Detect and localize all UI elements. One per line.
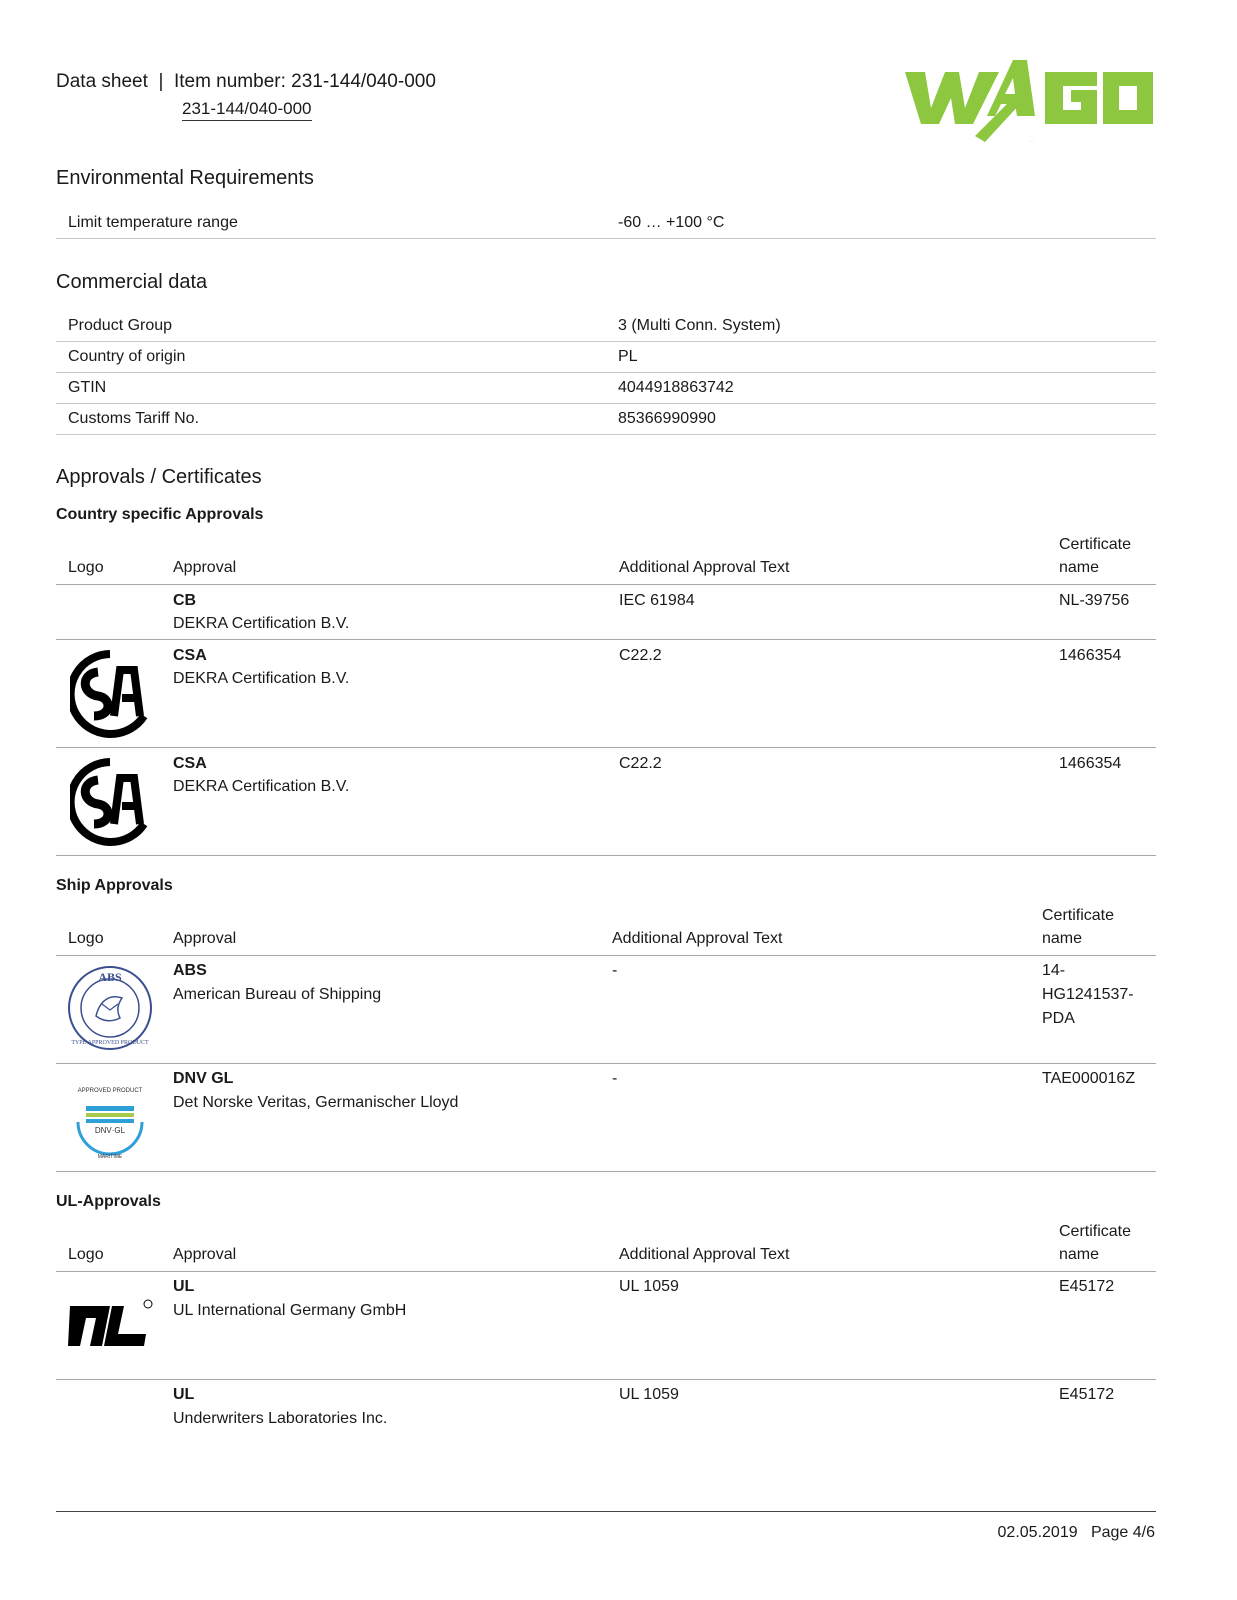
certificate-name: TAE000016Z	[1042, 1070, 1136, 1087]
approval-name: UL	[173, 1386, 195, 1403]
approval-org: UL International Germany GmbH	[173, 1302, 407, 1319]
approval-org: Underwriters Laboratories Inc.	[173, 1410, 388, 1427]
approval-name: CB	[173, 592, 197, 609]
col-approval: Approval	[173, 1246, 237, 1263]
ul-approvals-title: UL-Approvals	[56, 1193, 161, 1210]
table-row	[56, 640, 1156, 748]
ship-approvals-title: Ship Approvals	[56, 877, 173, 894]
col-cert-2: name	[1059, 1246, 1100, 1263]
col-logo: Logo	[68, 559, 104, 576]
ul-logo-icon	[66, 1298, 156, 1354]
col-cert-1: Certificate	[1059, 536, 1132, 553]
svg-text:APPROVED PRODUCT: APPROVED PRODUCT	[77, 1088, 143, 1094]
col-cert-2: name	[1059, 559, 1100, 576]
svg-text:MARITIME: MARITIME	[97, 1154, 123, 1160]
row-label: Country of origin	[68, 348, 186, 365]
table-header	[56, 536, 1156, 585]
approval-name: UL	[173, 1278, 195, 1295]
certificate-name: E45172	[1059, 1386, 1115, 1403]
approval-text: -	[612, 1070, 618, 1087]
table-row	[56, 208, 1156, 239]
row-label: Limit temperature range	[68, 214, 238, 231]
svg-text:WAGO: WAGO	[1030, 142, 1034, 143]
col-text: Additional Approval Text	[619, 559, 790, 576]
country-approvals-table	[56, 536, 1156, 856]
approval-name: DNV GL	[173, 1070, 234, 1087]
col-approval: Approval	[173, 930, 237, 947]
csa-logo-icon	[70, 758, 150, 846]
dnvgl-logo-icon	[68, 1078, 152, 1162]
table-header	[56, 1223, 1156, 1272]
row-value: 85366990990	[618, 410, 716, 427]
approval-org: DEKRA Certification B.V.	[173, 670, 350, 687]
environmental-title: Environmental Requirements	[56, 167, 314, 189]
table-row	[56, 585, 1156, 640]
commercial-table	[56, 311, 1156, 435]
col-cert-1: Certificate	[1042, 907, 1115, 924]
approval-text: C22.2	[619, 647, 662, 664]
row-value: 4044918863742	[618, 379, 734, 396]
svg-text:DNV·GL: DNV·GL	[94, 1126, 126, 1135]
approval-text: UL 1059	[619, 1386, 679, 1403]
certificate-name-line-2: HG1241537-	[1042, 986, 1134, 1003]
commercial-title: Commercial data	[56, 271, 208, 293]
csa-logo-icon	[70, 650, 150, 738]
svg-text:ABS: ABS	[98, 970, 122, 984]
certificate-name: NL-39756	[1059, 592, 1130, 609]
country-approvals-title: Country specific Approvals	[56, 506, 264, 523]
table-row	[56, 342, 1156, 373]
row-label: GTIN	[68, 379, 107, 396]
svg-text:TYPE APPROVED PRODUCT: TYPE APPROVED PRODUCT	[71, 1040, 149, 1046]
row-value: 3 (Multi Conn. System)	[618, 317, 781, 334]
row-value: PL	[618, 348, 638, 365]
approval-name: CSA	[173, 647, 207, 664]
table-row	[56, 1380, 1156, 1440]
approval-name: CSA	[173, 755, 207, 772]
ship-approvals-table	[56, 907, 1156, 1172]
footer-date-page: 02.05.2019 Page 4/6	[997, 1524, 1155, 1541]
approval-org: American Bureau of Shipping	[173, 986, 382, 1003]
table-header	[56, 907, 1156, 956]
footer-divider	[56, 1511, 1156, 1512]
approval-org: DEKRA Certification B.V.	[173, 615, 350, 632]
ul-approvals-table	[56, 1223, 1156, 1440]
table-row	[56, 373, 1156, 404]
table-row	[56, 1272, 1156, 1380]
certificate-name-line-1: 14-	[1042, 962, 1066, 979]
certificate-name: 1466354	[1059, 755, 1122, 772]
table-row	[56, 956, 1156, 1064]
row-label: Customs Tariff No.	[68, 410, 200, 427]
col-text: Additional Approval Text	[612, 930, 783, 947]
approval-text: IEC 61984	[619, 592, 695, 609]
col-logo: Logo	[68, 1246, 104, 1263]
table-row	[56, 311, 1156, 342]
table-row	[56, 404, 1156, 435]
certificate-name: 1466354	[1059, 647, 1122, 664]
table-row	[56, 1064, 1156, 1172]
wago-logo	[905, 56, 1155, 144]
approvals-title: Approvals / Certificates	[56, 466, 262, 488]
col-cert-2: name	[1042, 930, 1083, 947]
page-title: Data sheet | Item number: 231-144/040-000	[56, 71, 436, 92]
col-cert-1: Certificate	[1059, 1223, 1132, 1240]
row-label: Product Group	[68, 317, 173, 334]
environmental-table	[56, 208, 1156, 239]
item-number-link[interactable]: 231-144/040-000	[182, 99, 312, 121]
row-value: -60 … +100 °C	[618, 214, 725, 231]
approval-org: Det Norske Veritas, Germanischer Lloyd	[173, 1094, 459, 1111]
approval-name: ABS	[173, 962, 207, 979]
abs-logo-icon	[66, 964, 154, 1052]
certificate-name: E45172	[1059, 1278, 1115, 1295]
certificate-name-line-3: PDA	[1042, 1010, 1075, 1027]
approval-org: DEKRA Certification B.V.	[173, 778, 350, 795]
col-text: Additional Approval Text	[619, 1246, 790, 1263]
approval-text: -	[612, 962, 618, 979]
col-logo: Logo	[68, 930, 104, 947]
table-row	[56, 748, 1156, 856]
approval-text: C22.2	[619, 755, 662, 772]
col-approval: Approval	[173, 559, 237, 576]
approval-text: UL 1059	[619, 1278, 679, 1295]
